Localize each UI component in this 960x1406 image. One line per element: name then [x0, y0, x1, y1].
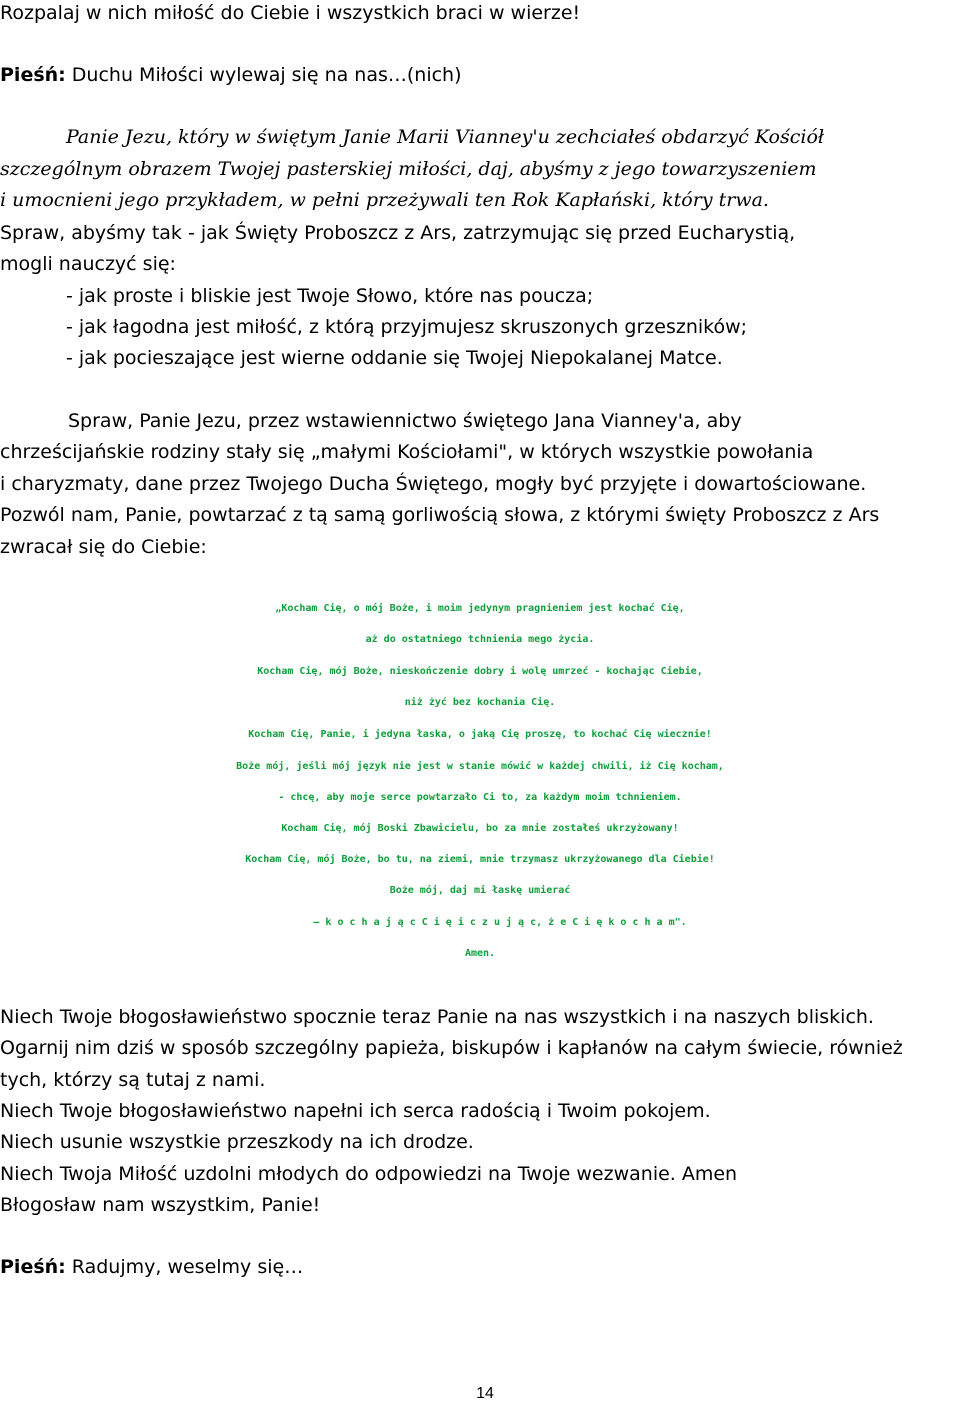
act-of-love-line: Kocham Cię, mój Boże, nieskończenie dobry i wolę umrzeć - kochając Ciebie,	[257, 666, 703, 677]
blessing-line: Niech Twoje błogosławieństwo napełni ich serca radością i Twoim pokojem.	[0, 1100, 711, 1122]
blessing-line: Niech Twoja Miłość uzdolni młodych do odpowiedzi na Twoje wezwanie. Amen	[0, 1163, 738, 1185]
amen: Amen.	[464, 948, 496, 959]
spraw-line: Spraw, abyśmy tak - jak Święty Proboszcz z Ars, zatrzymując się przed Eucharystią,	[0, 222, 796, 244]
spraw2-line: Pozwól nam, Panie, powtarzać z tą samą gorliwością słowa, z którymi święty Proboszcz z Ars	[0, 504, 880, 526]
song-title: Duchu Miłości wylewaj się na nas…(nich)	[65, 64, 462, 86]
spraw2-line: Spraw, Panie Jezu, przez wstawiennictwo świętego Jana Vianney'a, aby	[68, 410, 742, 432]
act-of-love-line: aż do ostatniego tchnienia mego życia.	[365, 634, 595, 645]
act-of-love-line: niż żyć bez kochania Cię.	[404, 697, 556, 708]
song-title: Radujmy, weselmy się…	[65, 1256, 304, 1278]
page-number: 14	[476, 1385, 494, 1402]
spraw-list-item: - jak łagodna jest miłość, z którą przyjmujesz skruszonych grzeszników;	[66, 316, 748, 338]
song-label: Pieśń:	[0, 1256, 66, 1278]
act-of-love-spaced-line: – k o c h a j ą c C i ę i c z u j ą c, ż e C i ę k o c h a m".	[313, 917, 687, 928]
blessing-line: tych, którzy są tutaj z nami.	[0, 1069, 266, 1091]
blessing-line: Błogosław nam wszystkim, Panie!	[0, 1194, 321, 1216]
song-heading-2	[0, 1254, 303, 1280]
act-of-love-line: „Kocham Cię, o mój Boże, i moim jedynym pragnieniem jest kochać Cię,	[275, 603, 685, 614]
act-of-love-line: Kocham Cię, Panie, i jedyna łaska, o jaką Cię proszę, to kochać Cię wiecznie!	[248, 729, 712, 740]
spraw2-line: i charyzmaty, dane przez Twojego Ducha Świętego, mogły być przyjęte i dowartościowane.	[0, 473, 867, 495]
song-heading-1	[0, 62, 462, 88]
act-of-love-line: Boże mój, jeśli mój język nie jest w stanie mówić w każdej chwili, iż Cię kocham,	[236, 761, 724, 772]
top-line: Rozpalaj w nich miłość do Ciebie i wszystkich braci w wierze!	[0, 2, 581, 24]
act-of-love-line: Kocham Cię, mój Boże, bo tu, na ziemi, mnie trzymasz ukrzyżowanego dla Ciebie!	[245, 854, 715, 865]
spraw2-line: chrześcijańskie rodziny stały się „małymi Kościołami", w których wszystkie powołania	[0, 441, 814, 463]
blessing-line: Ogarnij nim dziś w sposób szczególny papieża, biskupów i kapłanów na całym świecie, również	[0, 1037, 903, 1059]
act-of-love-line: Boże mój, daj mi łaskę umierać	[389, 885, 571, 896]
act-of-love-line: - chcę, aby moje serce powtarzało Ci to, za każdym moim tchnieniem.	[278, 792, 682, 803]
spraw2-line: zwracał się do Ciebie:	[0, 536, 207, 558]
prayer-line: i umocnieni jego przykładem, w pełni przeżywali ten Rok Kapłański, który trwa.	[0, 189, 769, 211]
prayer-line: Panie Jezu, który w świętym Janie Marii Vianney'u zechciałeś obdarzyć Kościół	[66, 126, 825, 148]
spraw-line: mogli nauczyć się:	[0, 253, 176, 275]
spraw-list-item: - jak pocieszające jest wierne oddanie się Twojej Niepokalanej Matce.	[66, 347, 723, 369]
song-label: Pieśń:	[0, 64, 66, 86]
spraw-list-item: - jak proste i bliskie jest Twoje Słowo, które nas poucza;	[66, 285, 594, 307]
blessing-line: Niech Twoje błogosławieństwo spocznie teraz Panie na nas wszystkich i na naszych bliskich.	[0, 1006, 874, 1028]
blessing-line: Niech usunie wszystkie przeszkody na ich drodze.	[0, 1131, 474, 1153]
prayer-line: szczególnym obrazem Twojej pasterskiej miłości, daj, abyśmy z jego towarzyszeniem	[0, 158, 817, 180]
act-of-love-line: Kocham Cię, mój Boski Zbawicielu, bo za mnie zostałeś ukrzyżowany!	[281, 823, 679, 834]
